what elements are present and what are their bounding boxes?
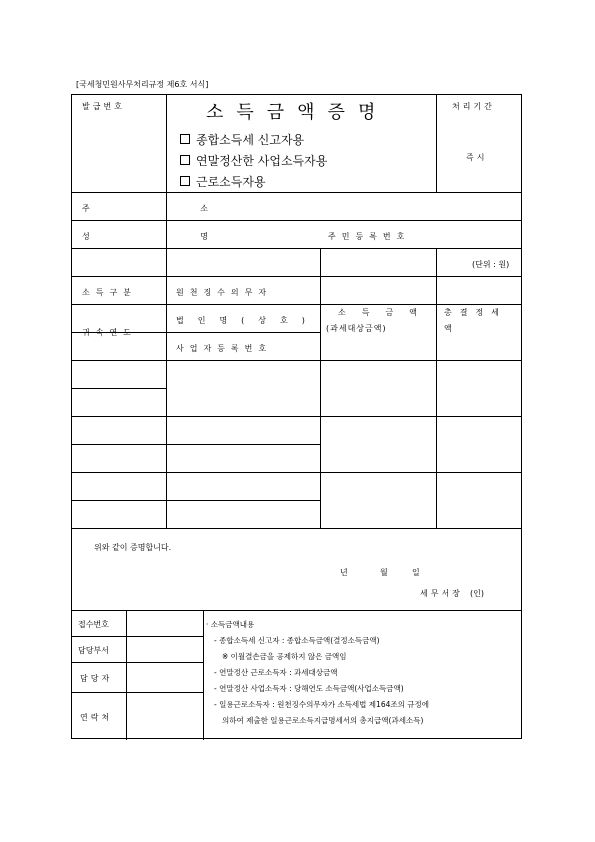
row-divider <box>72 692 203 693</box>
name-field[interactable] <box>168 223 318 245</box>
column-divider <box>126 610 127 740</box>
column-divider <box>203 610 204 740</box>
unit-label: (단위 : 원) <box>472 260 510 269</box>
address-label: 주 소 <box>82 204 262 213</box>
checkbox-icon[interactable] <box>180 176 190 186</box>
name-label: 성 명 <box>82 232 262 241</box>
notes-title: · 소득금액내용 <box>206 620 255 629</box>
receipt-number-label: 접수번호 <box>78 620 109 629</box>
row-divider <box>72 220 521 221</box>
row-divider <box>72 662 203 663</box>
date-month: 월 <box>380 568 388 577</box>
row-divider <box>72 248 521 249</box>
note-line: - 종합소득세 신고자 : 종합소득금액(결정소득금액) <box>214 636 380 645</box>
row-divider <box>72 360 521 361</box>
row-divider <box>72 388 166 389</box>
column-divider <box>436 276 437 528</box>
row-divider <box>72 528 521 529</box>
row-divider <box>72 444 320 445</box>
column-divider <box>166 248 167 276</box>
income-certificate-form <box>71 94 522 739</box>
date-day: 일 <box>412 568 420 577</box>
total-tax-label-continued: 액 <box>444 324 452 333</box>
note-line: 의하여 제출한 일용근로소득지급명세서의 총지급액(과세소득) <box>222 716 424 725</box>
row-divider <box>72 416 521 417</box>
column-divider <box>320 248 321 276</box>
column-divider <box>166 95 167 220</box>
row-divider <box>72 610 521 611</box>
row-divider <box>72 500 320 501</box>
row-divider <box>72 276 521 277</box>
note-line: ※ 이월결손금을 공제하지 않은 금액임 <box>222 652 347 661</box>
note-line: - 일용근로소득자 : 원천징수의무자가 소득세법 제164조의 규정에 <box>214 700 429 709</box>
resident-number-field[interactable] <box>438 223 518 245</box>
purpose-option-earned-income[interactable] <box>180 173 266 190</box>
certification-statement: 위와 같이 증명합니다. <box>94 543 172 552</box>
resident-number-label: 주민등록번호 <box>328 232 411 241</box>
note-line: - 연말정산 사업소득자 : 당해연도 소득금액(사업소득금액) <box>214 684 404 693</box>
income-amount-label: 소득금액 <box>338 308 433 317</box>
checkbox-icon[interactable] <box>180 155 190 165</box>
column-divider <box>436 248 437 276</box>
column-divider <box>436 95 437 192</box>
department-label: 담당부서 <box>78 646 109 655</box>
checkbox-icon[interactable] <box>180 134 190 144</box>
issuer-title: 세무서장 <box>420 589 463 598</box>
document-title: 소득금액증명 <box>206 102 389 123</box>
corporate-name-label: 법인명(상호) <box>176 316 319 325</box>
row-divider <box>72 192 521 193</box>
note-line: - 연말정산 근로소득자 : 과세대상금액 <box>214 668 338 677</box>
processing-period-value: 즉시 <box>466 153 488 162</box>
processing-period-label: 처리기간 <box>452 102 495 111</box>
row-divider <box>72 472 521 473</box>
income-type-label: 소득구분 <box>82 288 137 297</box>
issue-number-label: 발급번호 <box>82 102 125 111</box>
notes-title-text: 소득금액내용 <box>210 620 255 629</box>
column-divider <box>166 276 167 528</box>
address-field[interactable] <box>168 195 518 217</box>
attribution-year-label: 귀속연도 <box>82 328 137 337</box>
form-regulation-header: [국세청민원사무처리규정 제6호 서식] <box>76 80 209 89</box>
total-tax-label: 총결정세 <box>444 308 507 317</box>
purpose-option-comprehensive[interactable] <box>180 131 304 148</box>
date-year: 년 <box>340 568 348 577</box>
seal-mark: (인) <box>470 589 484 598</box>
row-divider <box>72 636 203 637</box>
income-amount-sublabel: (과세대상금액) <box>326 324 387 333</box>
withholding-agent-label: 원천징수의무자 <box>176 288 273 297</box>
column-divider <box>320 276 321 528</box>
row-divider <box>72 304 521 305</box>
business-number-label: 사업자등록번호 <box>176 344 273 353</box>
officer-label: 담당자 <box>80 674 113 683</box>
purpose-option-label: 종합소득세 신고자용 <box>196 133 305 147</box>
purpose-option-label: 연말정산한 사업소득자용 <box>196 154 328 168</box>
purpose-option-label: 근로소득자용 <box>196 175 266 189</box>
purpose-option-year-end-business[interactable] <box>180 152 327 169</box>
contact-label: 연락처 <box>80 713 113 722</box>
